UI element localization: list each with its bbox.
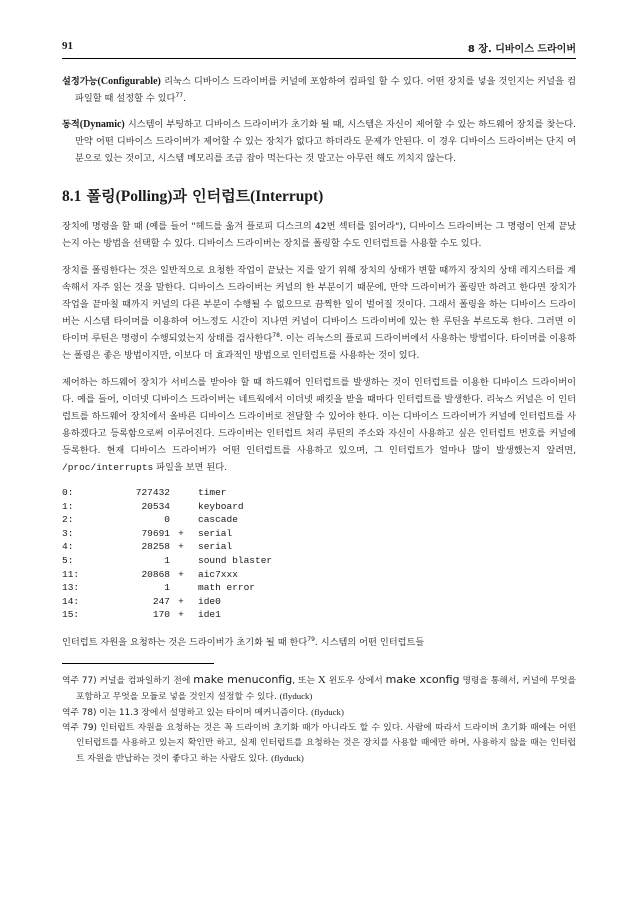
- footnote-ref-79[interactable]: 79: [307, 635, 315, 643]
- chapter-title: 8 장. 디바이스 드라이버: [467, 44, 576, 55]
- footnote-77: 역주 77) 커널을 컴파일하기 전에 make menuconfig, 또는 X 윈도우 상에서 make xconfig 명령을 통해서, 커널에 무엇을 포함하고 무엇을 모듈로 넣을 것인지 설정할 수 있다. (flyduck): [62, 672, 577, 702]
- definition-configurable: 설정가능(Configurable) 리눅스 디바이스 드라이버를 커널에 포함하여 컴파일 할 수 있다. 어떤 장치를 넣을 것인지는 커널을 컴파일할 때 설정할 수 있다$^{77}$.: [62, 76, 577, 104]
- interrupt-count: 20868: [141, 568, 170, 580]
- paragraph-command: 장치에 명령을 할 때 (예를 들어 "헤드를 옮겨 플로피 디스크의 42번 섹터를 읽어라"), 디바이스 드라이버는 그 명령이 언제 끝났는지 아는 방법을 선택할 수 있다. 디바이스 드라이버는 장치를 폴링할 수도 인터럽트를 사용할 수도 있다.: [62, 221, 576, 249]
- interrupt-row: [62, 568, 272, 582]
- paragraph-interrupt-request: 인터럽트 자원을 요청하는 것은 드라이버가 초기화 될 때 한다$^{79}$. 시스템의 어떤 인터럽트들: [62, 635, 425, 648]
- footnote-79: 역주 79) 인터럽트 자원을 요청하는 것은 꼭 드라이버 초기화 때가 아니라도 할 수 있다. 사람에 따라서 드라이버 초기화 때에는 어떤 인터럽트를 사용하고 있는지 확인만 하고, 실제 인터럽트를 요청하는 것은 장치를 사용할 때에만 하며, 사용하지 않을 때는 인터럽트 자원을 반납하는 것이 좋다고 하는 사람도 있다. (flyduck): [62, 722, 576, 764]
- interrupt-row: [62, 527, 272, 541]
- definition-term: 설정가능: [62, 76, 98, 87]
- interrupt-count: 170: [152, 609, 170, 621]
- footnote-ref-78[interactable]: 78: [272, 331, 280, 339]
- proc-interrupts-path: /proc/interrupts: [62, 462, 154, 473]
- interrupt-flag: +: [178, 609, 184, 621]
- interrupt-number: 4:: [62, 541, 74, 553]
- interrupt-number: 2:: [62, 514, 74, 526]
- interrupt-number: 14:: [62, 595, 80, 607]
- interrupt-row: [62, 513, 272, 527]
- definition-term-en: (Configurable): [97, 76, 161, 87]
- interrupt-device: cascade: [198, 514, 238, 526]
- paragraph-interrupts: 제어하는 하드웨어 장치가 서비스를 받아야 할 때 하드웨어 인터럽트를 발생하는 것이 인터럽트를 이용한 디바이스 드라이버이다. 예를 들어, 이더넷 디바이스 드라이버는 네트웍에서 이더넷 패킷을 받을 때마다 인터럽트를 발생한다. 리눅스 커널은 이 인터럽트를 하드웨어 장치에서 올바른 디바이스 드라이버로 전달할 수 있어야 한다. 이는 디바이스 드라이버가 커널에 인터럽트를 사용하겠다고 등록함으로써 이루어진다. 드라이버는 인터럽트 처리 루틴의 주소와 자신이 사용하고 싶은 인터럽트 번호를 커널에 등록한다. 현재 디바이스 드라이버가 어떤 인터럽트를 사용하고 있으며, 그 인터럽트가 얼마나 많이 발생했는지 알려면, /proc/interrupts 파일을 보면 된다.: [62, 377, 576, 473]
- interrupt-number: 15:: [62, 609, 80, 621]
- definition-text: 시스템이 부팅하고 디바이스 드라이버가 초기화 될 때, 시스템은 자신이 제어할 수 있는 하드웨어 장치를 찾는다. 만약 어떤 디바이스 드라이버가 제어할 수 있는 장치가 없다고 하더라도 문제가 안된다. 이 경우 디바이스 드라이버는 단지 여분으로 있는 것이고, 시스템 메모리를 조금 잡아 먹는다는 것 말고는 아무런 해도 끼치지 않는다.: [75, 119, 577, 164]
- interrupt-count: 1: [164, 582, 170, 594]
- interrupt-device: ide0: [198, 595, 221, 607]
- interrupt-device: ide1: [198, 609, 221, 621]
- definition-term-en: (Dynamic): [79, 119, 125, 130]
- interrupt-number: 13:: [62, 582, 80, 594]
- paragraph-polling: 장치를 폴링한다는 것은 일반적으로 요청한 작업이 끝났는 지를 알기 위해 장치의 상태가 변할 때까지 장치의 상태 레지스터를 계속해서 자주 읽는 것을 말한다. 디바이스 드라이버는 커널의 한 부분이기 때문에, 만약 드라이버가 폴링만 하려고 한다면 장치가 작업을 끝마칠 때까지 커널의 다른 부분이 수행될 수 없으므로 끔찍한 일이 벌어질 것이다. 그래서 폴링을 하는 디바이스 드라이버는 시스템 타이머를 이용하여 어느정도 시간이 지나면 커널이 디바이스 드라이버에 있는 한 루틴을 부르도록 한다. 그러면 이 타이머 루틴은 명령이 수행되었는지 상태를 검사한다$^{78}$. 이는 리눅스의 플로피 드라이버에서 사용하는 방법이다. 타이머를 이용하는 폴링은 좋은 방법이지만, 이보다 더 효과적인 방법으로 인터럽트를 사용하는 것이 있다.: [62, 265, 576, 361]
- interrupts-listing: [62, 486, 272, 622]
- interrupt-count: 0: [164, 514, 170, 526]
- interrupt-row: [62, 540, 272, 554]
- interrupt-flag: [170, 486, 192, 500]
- interrupt-row: [62, 554, 272, 568]
- interrupt-device: math error: [198, 582, 256, 594]
- page-header: [62, 40, 576, 59]
- definition-dynamic: [62, 116, 576, 167]
- interrupt-flag: +: [178, 595, 184, 607]
- definition-text: 리눅스 디바이스 드라이버를 커널에 포함하여 컴파일 할 수 있다. 어떤 장치를 넣을 것인지는 커널을 컴파일할 때 설정할 수 있다: [75, 76, 577, 104]
- interrupt-number: 3:: [62, 527, 74, 539]
- interrupt-number: 11:: [62, 568, 80, 580]
- section-number: 8.1: [62, 188, 82, 205]
- interrupt-device: keyboard: [198, 500, 244, 512]
- interrupt-flag: +: [178, 541, 184, 553]
- interrupt-device: serial: [198, 541, 233, 553]
- interrupt-row: [62, 581, 272, 595]
- footnote-ref-77[interactable]: 77: [175, 91, 184, 99]
- interrupt-flag: +: [178, 568, 184, 580]
- interrupt-row: [62, 595, 272, 609]
- interrupt-count: 79691: [141, 527, 170, 539]
- interrupt-device: aic7xxx: [198, 568, 238, 580]
- interrupt-number: 5:: [62, 554, 74, 566]
- interrupt-row: [62, 608, 272, 622]
- interrupt-count: 28258: [141, 541, 170, 553]
- section-heading: 8.1 폴링(Polling)과 인터럽트(Interrupt): [62, 187, 324, 205]
- interrupt-flag: [170, 581, 192, 595]
- interrupt-row: [62, 500, 272, 514]
- footnote-78: 역주 78) 이는 11.3 장에서 설명하고 있는 타이머 메커니즘이다. (flyduck): [62, 706, 344, 718]
- interrupt-row: [62, 486, 272, 500]
- interrupt-number: 0:: [62, 487, 74, 498]
- interrupt-count: 727432: [135, 487, 170, 498]
- interrupt-flag: +: [178, 527, 184, 539]
- interrupt-device: timer: [198, 487, 227, 498]
- interrupt-flag: [170, 554, 192, 568]
- interrupt-count: 247: [152, 595, 170, 607]
- interrupt-device: sound blaster: [198, 554, 273, 566]
- interrupt-count: 1: [164, 554, 170, 566]
- interrupt-flag: [170, 500, 192, 514]
- interrupt-count: 20534: [141, 500, 170, 512]
- footnote-divider: [62, 663, 214, 664]
- interrupt-number: 1:: [62, 500, 74, 512]
- document-page: [62, 40, 576, 767]
- interrupt-flag: [170, 513, 192, 527]
- interrupt-device: serial: [198, 527, 233, 539]
- definition-term: 동적: [62, 119, 80, 130]
- page-number: 91: [62, 40, 73, 52]
